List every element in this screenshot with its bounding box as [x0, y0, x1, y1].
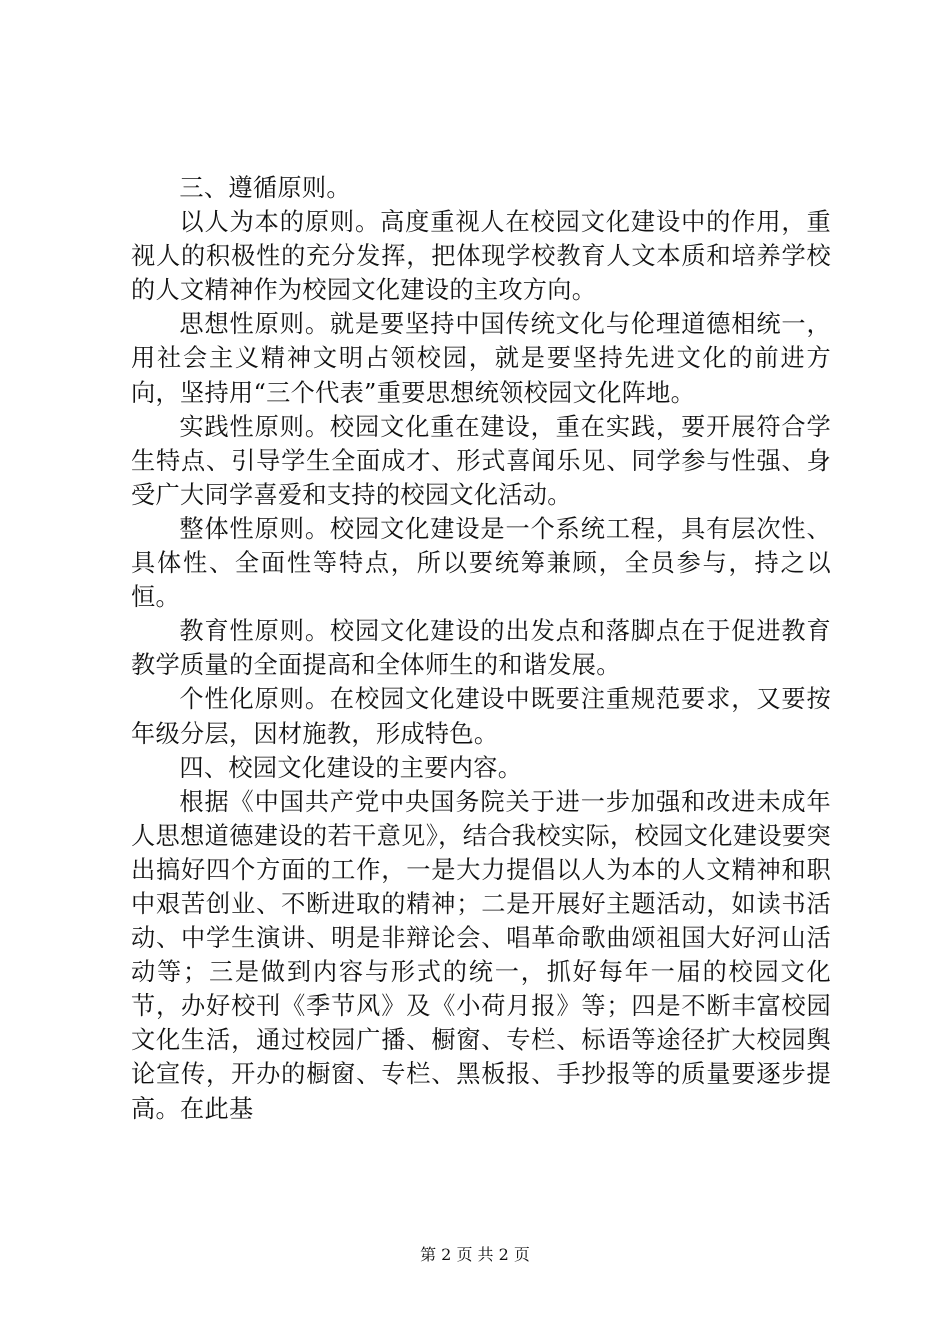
- document-body: [131, 171, 831, 1126]
- paragraph-individualized: 个性化原则。在校园文化建设中既要注重规范要求，又要按年级分层，因材施教，形成特色。: [131, 685, 831, 748]
- section-heading-content: 四、校园文化建设的主要内容。: [179, 753, 523, 782]
- paragraph-people-oriented: 以人为本的原则。高度重视人在校园文化建设中的作用，重视人的积极性的充分发挥，把体现学校教育人文本质和培养学校的人文精神作为校园文化建设的主攻方向。: [131, 208, 831, 305]
- paragraph-ideological: 思想性原则。就是要坚持中国传统文化与伦理道德相统一，用社会主义精神文明占领校园，就是要坚持先进文化的前进方向，坚持用“三个代表”重要思想统领校园文化阵地。: [131, 310, 831, 407]
- paragraph-main-content: 根据《中国共产党中央国务院关于进一步加强和改进未成年人思想道德建设的若干意见》，结合我校实际，校园文化建设要突出搞好四个方面的工作，一是大力提倡以人为本的人文精神和职中艰苦创业、不断进取的精神；二是开展好主题活动，如读书活动、中学生演讲、明是非辩论会、唱革命歌曲颂祖国大好河山活动等；三是做到内容与形式的统一，抓好每年一届的校园文化节，办好校刊《季节风》及《小荷月报》等；四是不断丰富校园文化生活，通过校园广播、橱窗、专栏、标语等途径扩大校园舆论宣传，开办的橱窗、专栏、黑板报、手抄报等的质量要逐步提高。在此基: [131, 787, 831, 1123]
- paragraph-holistic: 整体性原则。校园文化建设是一个系统工程，具有层次性、具体性、全面性等特点，所以要统筹兼顾，全员参与，持之以恒。: [131, 514, 831, 612]
- section-heading-principles: 三、遵循原则。: [179, 174, 351, 202]
- paragraph-practical: 实践性原则。校园文化重在建设，重在实践，要开展符合学生特点、引导学生全面成才、形式喜闻乐见、同学参与性强、身受广大同学喜爱和支持的校园文化活动。: [131, 412, 831, 509]
- paragraph-educational: 教育性原则。校园文化建设的出发点和落脚点在于促进教育教学质量的全面提高和全体师生的和谐发展。: [131, 617, 831, 680]
- page-number-footer: 第 2 页 共 2 页: [420, 1245, 530, 1264]
